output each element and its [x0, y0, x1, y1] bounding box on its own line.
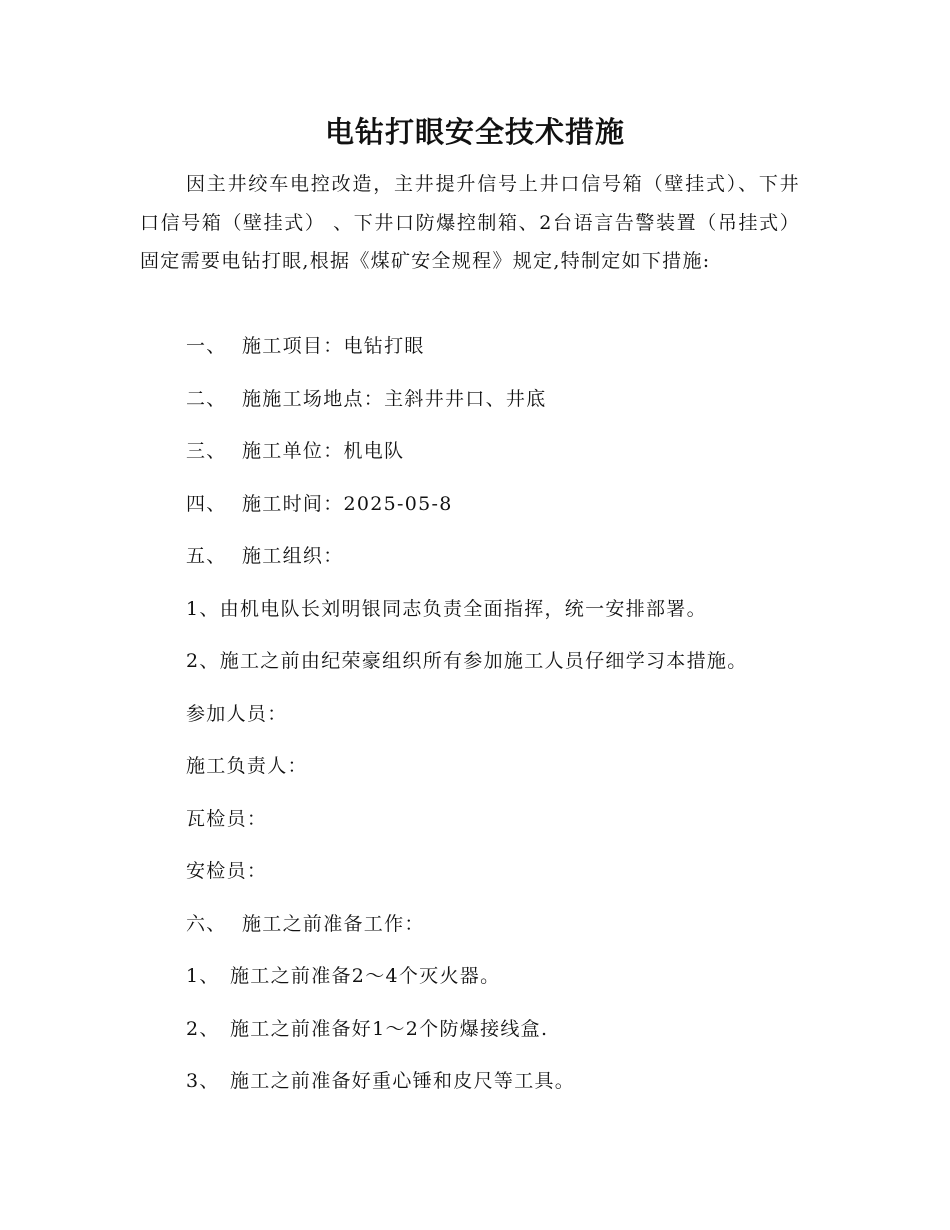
section-text: 施工组织：	[242, 545, 344, 567]
section-construction-time	[186, 489, 453, 519]
item-number: 3、	[186, 1070, 220, 1092]
item-text: 施工之前准备2～4个灭火器。	[230, 965, 501, 987]
construction-leader-label: 施工负责人：	[186, 755, 308, 777]
section-number: 一、	[186, 335, 227, 357]
item-text: 施工之前准备好1～2个防爆接线盒.	[230, 1018, 549, 1040]
safety-inspector-label: 安检员：	[186, 860, 268, 882]
section-number: 四、	[186, 493, 227, 515]
intro-paragraph: 因主井绞车电控改造，主井提升信号上井口信号箱（壁挂式）、下井口信号箱（壁挂式） 、下井口防爆控制箱、2台语言告警装置（吊挂式）固定需要电钻打眼,根据《煤矿安全规程》规定,特制定如下措施:	[140, 173, 800, 272]
preparation-item-3	[186, 1066, 575, 1096]
item-text: 施工之前准备好重心锤和皮尺等工具。	[230, 1070, 576, 1092]
section-number: 五、	[186, 545, 227, 567]
participants-label: 参加人员：	[186, 703, 288, 725]
section-text: 施工单位：机电队	[242, 440, 405, 462]
section-text: 施工项目：电钻打眼	[242, 335, 425, 357]
section-number: 三、	[186, 440, 227, 462]
preparation-item-1	[186, 961, 500, 991]
section-number: 二、	[186, 388, 227, 410]
document-title: 电钻打眼安全技术措施	[324, 115, 625, 149]
gas-inspector-label: 瓦检员：	[186, 808, 268, 830]
section-construction-unit	[186, 436, 404, 466]
item-number: 2、	[186, 1018, 220, 1040]
organization-item-1: 1、由机电队长刘明银同志负责全面指挥，统一安排部署。	[186, 598, 707, 620]
section-text: 施工时间：2025-05-8	[242, 493, 453, 515]
section-construction-site	[186, 384, 547, 414]
section-text: 施施工场地点：主斜井井口、井底	[242, 388, 547, 410]
section-construction-organization	[186, 541, 344, 571]
item-number: 1、	[186, 965, 220, 987]
section-construction-project	[186, 331, 425, 361]
section-number: 六、	[186, 913, 227, 935]
preparation-item-2	[186, 1014, 548, 1044]
section-text: 施工之前准备工作：	[242, 913, 425, 935]
section-preparation	[186, 909, 425, 939]
organization-item-2: 2、施工之前由纪荣豪组织所有参加施工人员仔细学习本措施。	[186, 650, 748, 672]
